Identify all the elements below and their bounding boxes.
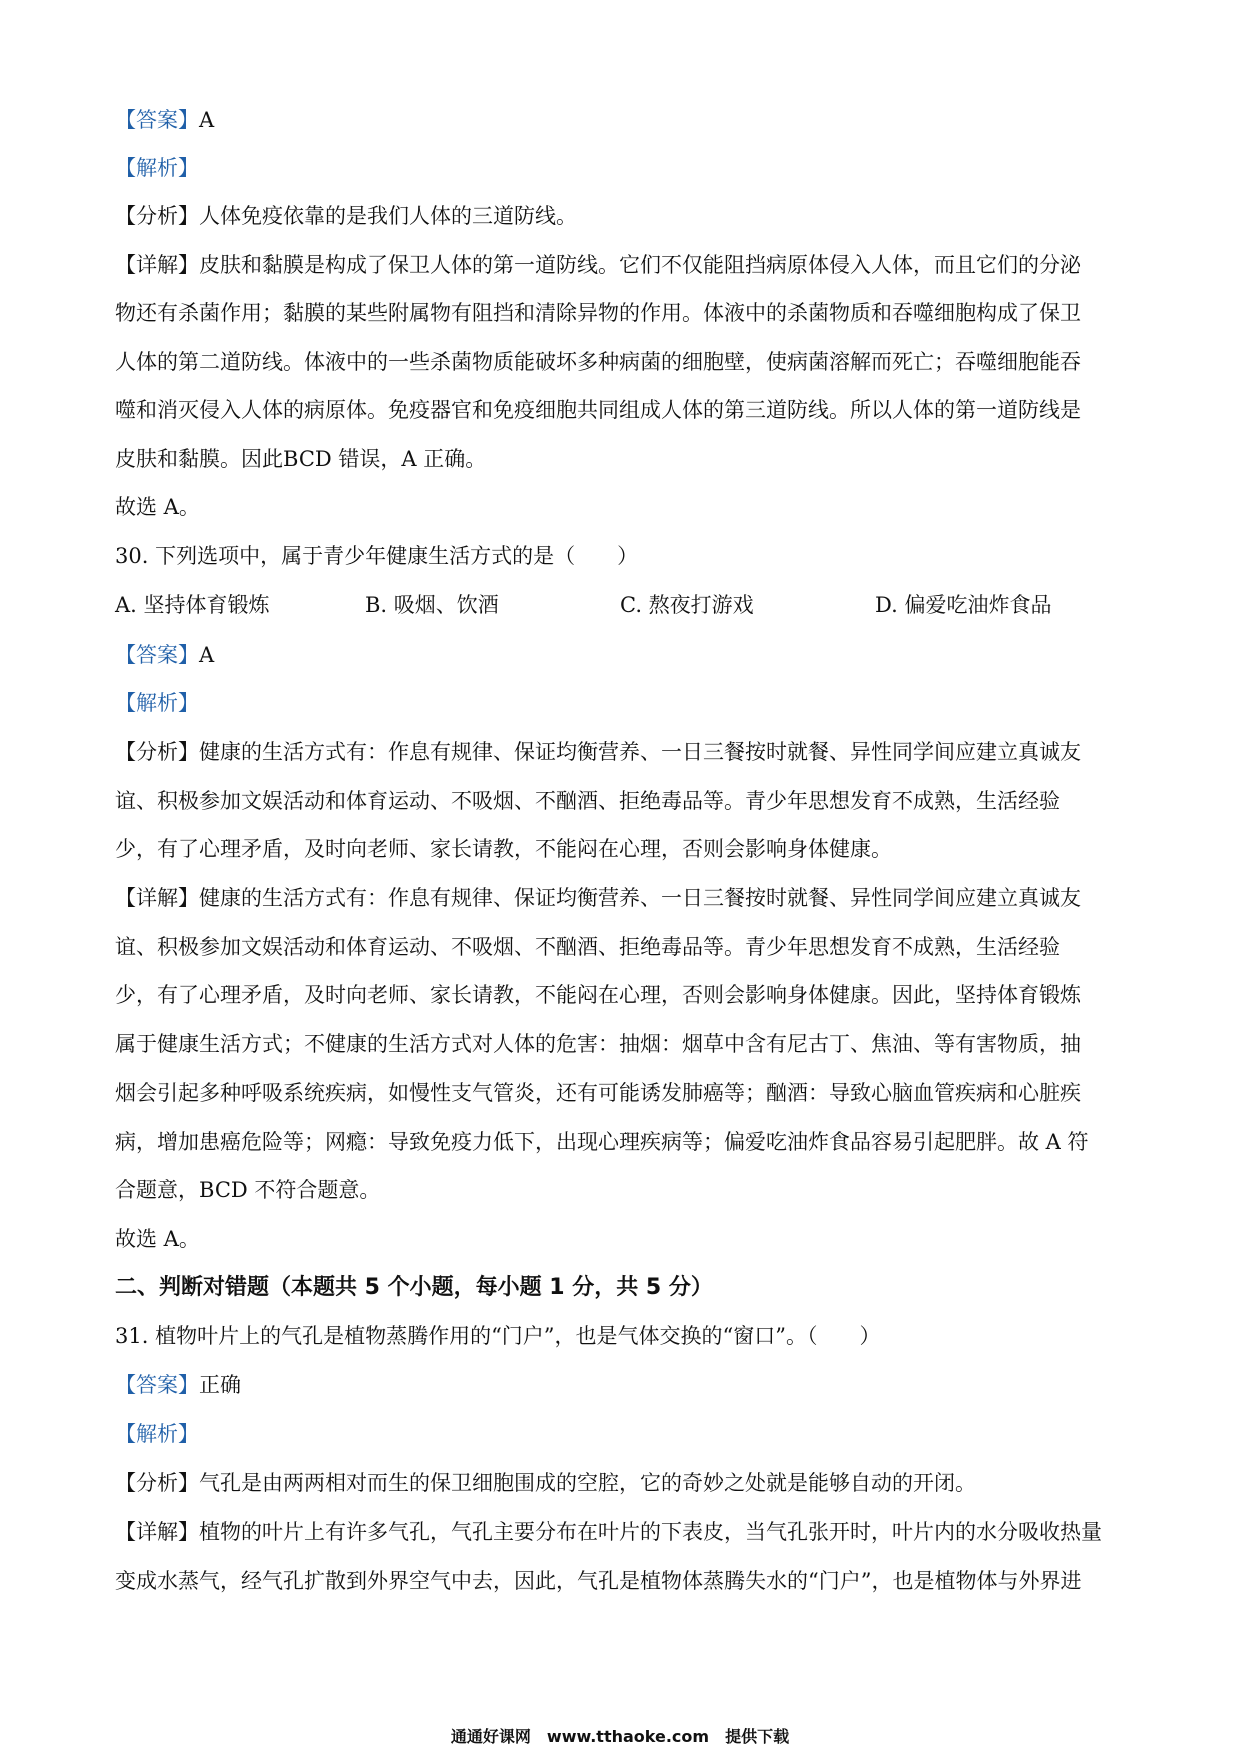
q30-xiangjie-line-4: 烟会引起多种呼吸系统疾病，如慢性支气管炎，还有可能诱发肺癌等；酗酒：导致心脑血管疾病和心脏疾 bbox=[115, 1081, 1081, 1105]
q30-option-d: D. 偏爱吃油炸食品 bbox=[875, 593, 1052, 617]
q30-answer-line bbox=[115, 640, 1135, 670]
q29-xiangjie-line-4: 皮肤和黏膜。因此BCD 错误，A 正确。 bbox=[115, 447, 487, 471]
q29-xiangjie-text: 皮肤和黏膜是构成了保卫人体的第一道防线。它们不仅能阻挡病原体侵入人体，而且它们的分泌 bbox=[199, 253, 1081, 277]
q31-stem: 31. 植物叶片上的气孔是植物蒸腾作用的“门户”，也是气体交换的“窗口”。（ ） bbox=[115, 1324, 881, 1348]
q30-option-b: B. 吸烟、饮酒 bbox=[365, 593, 499, 617]
q29-fenxi-line bbox=[115, 201, 1135, 231]
q30-xiangjie-line-0 bbox=[115, 883, 1135, 913]
answer-tag: 【答案】 bbox=[115, 1373, 199, 1397]
analysis-tag: 【解析】 bbox=[115, 1422, 199, 1446]
xiangjie-tag: 【详解】 bbox=[115, 886, 199, 910]
q30-answer: A bbox=[199, 643, 215, 667]
q30-xiangjie-line-5: 病，增加患癌危险等；网瘾：导致免疫力低下，出现心理疾病等；偏爱吃油炸食品容易引起肥胖。故 A 符 bbox=[115, 1130, 1089, 1154]
fenxi-tag: 【分析】 bbox=[115, 740, 199, 764]
q30-fenxi-text: 健康的生活方式有：作息有规律、保证均衡营养、一日三餐按时就餐、异性同学间应建立真诚友 bbox=[199, 740, 1081, 764]
answer-tag: 【答案】 bbox=[115, 108, 199, 132]
q31-xiangjie-line-0 bbox=[115, 1517, 1135, 1547]
q31-analysis-tag-line bbox=[115, 1419, 1135, 1449]
q30-analysis-tag-line bbox=[115, 688, 1135, 718]
fenxi-tag: 【分析】 bbox=[115, 1471, 199, 1495]
q30-xiangjie-line-6: 合题意，BCD 不符合题意。 bbox=[115, 1178, 381, 1202]
q30-xiangjie-line-2: 少，有了心理矛盾，及时向老师、家长请教，不能闷在心理，否则会影响身体健康。因此，坚持体育锻炼 bbox=[115, 983, 1081, 1007]
q29-xiangjie-line-1: 物还有杀菌作用；黏膜的某些附属物有阻挡和清除异物的作用。体液中的杀菌物质和吞噬细胞构成了保卫 bbox=[115, 301, 1081, 325]
q31-answer-line bbox=[115, 1370, 1135, 1400]
q30-option-a: A. 坚持体育锻炼 bbox=[115, 593, 270, 617]
q29-fenxi: 人体免疫依靠的是我们人体的三道防线。 bbox=[199, 204, 577, 228]
q31-xiangjie-text: 植物的叶片上有许多气孔，气孔主要分布在叶片的下表皮，当气孔张开时，叶片内的水分吸收热量 bbox=[199, 1520, 1102, 1544]
xiangjie-tag: 【详解】 bbox=[115, 253, 199, 277]
q31-xiangjie-line-1: 变成水蒸气，经气孔扩散到外界空气中去，因此，气孔是植物体蒸腾失水的“门户”，也是植物体与外界进 bbox=[115, 1569, 1082, 1593]
xiangjie-tag: 【详解】 bbox=[115, 1520, 199, 1544]
q31-fenxi-line bbox=[115, 1468, 1135, 1498]
analysis-tag: 【解析】 bbox=[115, 691, 199, 715]
q29-answer-line bbox=[115, 105, 1135, 135]
q30-fenxi-line-0 bbox=[115, 737, 1135, 767]
q29-analysis-tag-line bbox=[115, 153, 1135, 183]
section-title: 二、判断对错题（本题共 5 个小题，每小题 1 分，共 5 分） bbox=[115, 1275, 713, 1300]
q29-answer: A bbox=[199, 108, 215, 132]
q30-conclusion: 故选 A。 bbox=[115, 1227, 200, 1251]
q30-xiangjie-line-1: 谊、积极参加文娱活动和体育运动、不吸烟、不酗酒、拒绝毒品等。青少年思想发育不成熟，生活经验 bbox=[115, 935, 1060, 959]
q31-fenxi: 气孔是由两两相对而生的保卫细胞围成的空腔，它的奇妙之处就是能够自动的开闭。 bbox=[199, 1471, 976, 1495]
q30-option-c: C. 熬夜打游戏 bbox=[620, 593, 754, 617]
q30-xiangjie-line-3: 属于健康生活方式；不健康的生活方式对人体的危害：抽烟：烟草中含有尼古丁、焦油、等有害物质，抽 bbox=[115, 1032, 1081, 1056]
answer-tag: 【答案】 bbox=[115, 643, 199, 667]
q31-answer: 正确 bbox=[199, 1373, 241, 1397]
analysis-tag: 【解析】 bbox=[115, 156, 199, 180]
q29-conclusion: 故选 A。 bbox=[115, 495, 200, 519]
q30-stem: 30. 下列选项中，属于青少年健康生活方式的是（ ） bbox=[115, 544, 639, 568]
q29-xiangjie-line-0 bbox=[115, 250, 1135, 280]
q29-xiangjie-line-3: 噬和消灭侵入人体的病原体。免疫器官和免疫细胞共同组成人体的第三道防线。所以人体的第一道防线是 bbox=[115, 398, 1081, 422]
q29-xiangjie-line-2: 人体的第二道防线。体液中的一些杀菌物质能破坏多种病菌的细胞壁，使病菌溶解而死亡；吞噬细胞能吞 bbox=[115, 350, 1081, 374]
page-footer: 通通好课网 www.tthaoke.com 提供下载 bbox=[450, 1727, 790, 1746]
q30-fenxi-line-2: 少，有了心理矛盾，及时向老师、家长请教，不能闷在心理，否则会影响身体健康。 bbox=[115, 837, 892, 861]
q30-xiangjie-text: 健康的生活方式有：作息有规律、保证均衡营养、一日三餐按时就餐、异性同学间应建立真诚友 bbox=[199, 886, 1081, 910]
q30-fenxi-line-1: 谊、积极参加文娱活动和体育运动、不吸烟、不酗酒、拒绝毒品等。青少年思想发育不成熟，生活经验 bbox=[115, 789, 1060, 813]
fenxi-tag: 【分析】 bbox=[115, 204, 199, 228]
q30-options bbox=[115, 590, 1135, 620]
